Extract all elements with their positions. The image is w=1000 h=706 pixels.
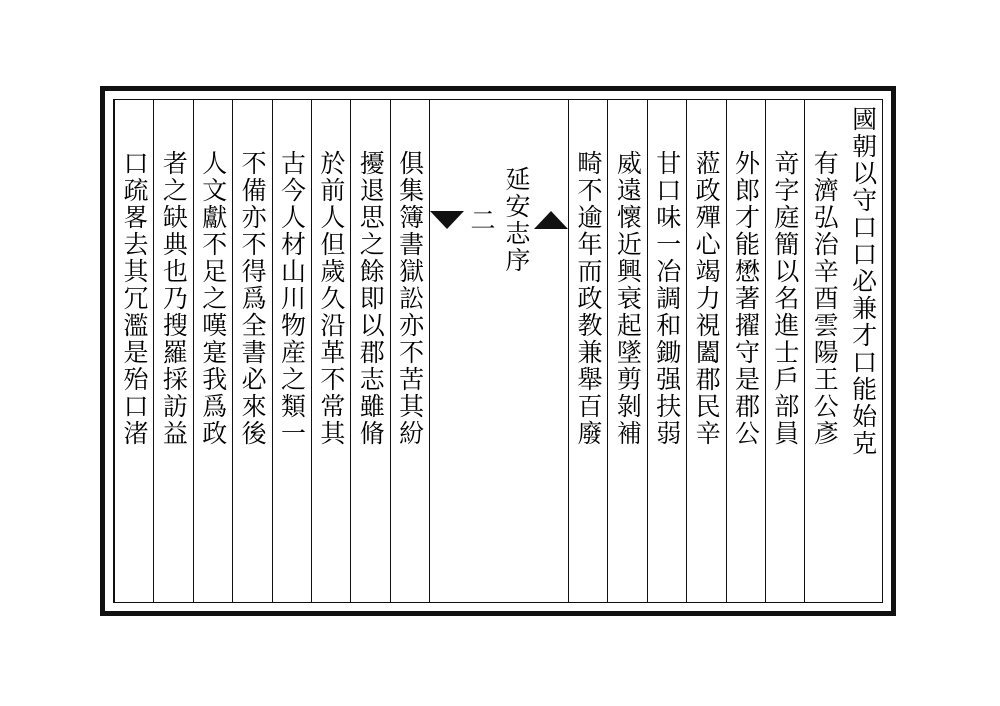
column-text: 甘口味一冶調和鋤强扶弱 [652,150,682,447]
text-column [568,100,607,602]
column-text: 於前人但歲久沿革不常其 [316,150,346,447]
text-column [686,100,725,602]
column-text: 人文獻不足之嘆寔我爲政 [198,150,228,447]
column-text: 口疏畧去其冗濫是殆口渚 [119,150,149,447]
text-column [390,100,429,602]
text-column [193,100,232,602]
column-text: 不備亦不得爲全書必來後 [238,150,268,447]
column-text: 國朝以守口口必兼才口能始克 [848,106,878,457]
column-text: 有濟弘治辛酉雲陽王公彥 [810,150,840,447]
text-column [804,100,843,602]
text-column-grid [114,100,882,602]
page-frame-outer [100,86,896,616]
text-column [114,100,153,602]
text-column [272,100,311,602]
text-column [232,100,271,602]
text-column [153,100,192,602]
text-column [765,100,804,602]
column-text: 畸不逾年而政教兼舉百廢 [573,150,603,447]
column-text: 者之缺典也乃搜羅採訪益 [159,150,189,447]
column-text: 擾退思之餘即以郡志雖脩 [356,150,386,447]
column-text: 竒字庭簡以名進士戶部員 [770,150,800,447]
column-text: 俱集簿書獄訟亦不苦其紛 [395,150,425,447]
column-text: 外郎才能懋著擢守是郡公 [731,150,761,447]
page-number: 二 [467,206,496,234]
column-text: 蒞政殫心竭力視闔郡民辛 [692,150,722,447]
title-cartouche [430,162,568,278]
text-column [726,100,765,602]
column-text: 古今人材山川物産之類一 [277,150,307,447]
text-column [350,100,389,602]
column-text: 威遠懷近興衰起墜剪剝補 [613,150,643,447]
cartouche-top-ornament-icon [534,211,568,229]
document-title: 延安志序 [502,166,531,274]
page-frame-inner [113,99,883,603]
text-column [844,100,882,602]
cartouche-bottom-ornament-icon [430,211,464,229]
title-cartouche-column [429,100,568,602]
text-column [607,100,646,602]
text-column [311,100,350,602]
text-column [647,100,686,602]
